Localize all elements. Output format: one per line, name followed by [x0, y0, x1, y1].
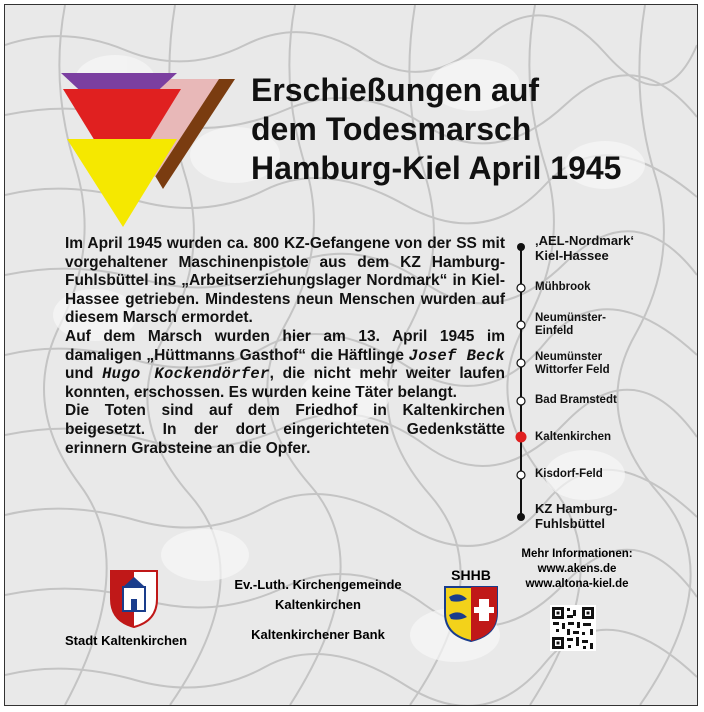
stop-2-line-1: Neumünster-: [535, 312, 606, 324]
route-stop-0: [517, 243, 525, 251]
info-link-akens[interactable]: www.akens.de: [537, 563, 617, 575]
victim-name-2: Hugo Kockendörfer: [102, 365, 270, 384]
bank-label: Kaltenkirchener Bank: [251, 627, 385, 642]
info-heading: Mehr Informationen:: [521, 548, 633, 560]
stop-3-line-2: Wittorfer Feld: [535, 364, 610, 376]
route-stop-7: [517, 513, 525, 521]
stop-0-line-1: ‚AEL-Nordmark‘: [535, 233, 634, 248]
paragraph-2-end: , die nicht mehr weiter laufen konnten, erschossen. Es wurden keine Täter belangt.: [65, 365, 505, 401]
church-line-2: Kaltenkirchen: [275, 597, 361, 612]
victim-name-1: Josef Beck: [408, 346, 505, 365]
memorial-plaque: [4, 4, 698, 706]
paragraph-2-start: Auf dem Marsch wurden hier am 13. April 1945 im damaligen „Hüttmanns Gasthof“ die Häftlinge: [65, 327, 505, 364]
route-stop-1: [517, 284, 525, 292]
stop-7-line-2: Fuhlsbüttel: [535, 516, 606, 531]
route-diagram: [511, 233, 698, 533]
title-line-1: Erschießungen auf: [251, 72, 540, 108]
shhb-shield-icon: [443, 585, 499, 643]
stop-label-1: Mühbrook: [535, 281, 591, 293]
page-title: [251, 71, 671, 188]
paragraph-2-middle: und: [65, 365, 103, 383]
route-line: [511, 233, 541, 533]
paragraph-3: Die Toten sind auf dem Friedhof in Kaltenkirchen beigesetzt. In der dort eingerichteten Gedenkstätte erinnern Grabsteine an die Opfer.: [65, 402, 505, 457]
stop-label-3: [535, 351, 610, 377]
triangles-emblem: [59, 67, 239, 237]
paragraph-2: [65, 328, 505, 402]
body-text: [65, 235, 505, 458]
stop-0-line-2: Kiel-Hassee: [535, 248, 609, 263]
more-info: [513, 547, 641, 592]
paragraph-1: Im April 1945 wurden ca. 800 KZ-Gefangene von der SS mit vorgehaltener Maschinenpistole aus dem KZ Hamburg-Fuhlsbüttel ins „Arbeitserziehungslager Nordmark“ in Kiel-Hassee getrieben. Mindestens neun Menschen wurden auf diesem Marsch ermordet.: [65, 235, 505, 327]
stop-2-line-2: Einfeld: [535, 325, 574, 337]
route-stop-4: [517, 397, 525, 405]
route-stop-2: [517, 321, 525, 329]
route-stop-current: [516, 432, 527, 443]
city-label: Stadt Kaltenkirchen: [65, 633, 188, 648]
title-line-2: dem Todesmarsch: [251, 111, 532, 147]
shhb-label: SHHB: [451, 567, 491, 583]
stop-label-0: [535, 233, 634, 263]
stop-label-5: Kaltenkirchen: [535, 431, 612, 443]
route-stop-6: [517, 471, 525, 479]
church-label: [213, 575, 423, 615]
stop-7-line-1: KZ Hamburg-: [535, 501, 618, 516]
info-link-altona-kiel[interactable]: www.altona-kiel.de: [525, 578, 629, 590]
church-line-1: Ev.-Luth. Kirchengemeinde: [234, 577, 402, 592]
title-line-3: Hamburg-Kiel April 1945: [251, 150, 622, 186]
stop-label-4: Bad Bramstedt: [535, 394, 617, 406]
qr-code-icon[interactable]: [550, 605, 596, 651]
stop-label-7: [535, 501, 617, 531]
stop-label-2: [535, 312, 606, 338]
stop-label-6: Kisdorf-Feld: [535, 468, 603, 480]
city-crest-icon: [109, 569, 159, 629]
route-stop-3: [517, 359, 525, 367]
stop-3-line-1: Neumünster: [535, 351, 603, 363]
